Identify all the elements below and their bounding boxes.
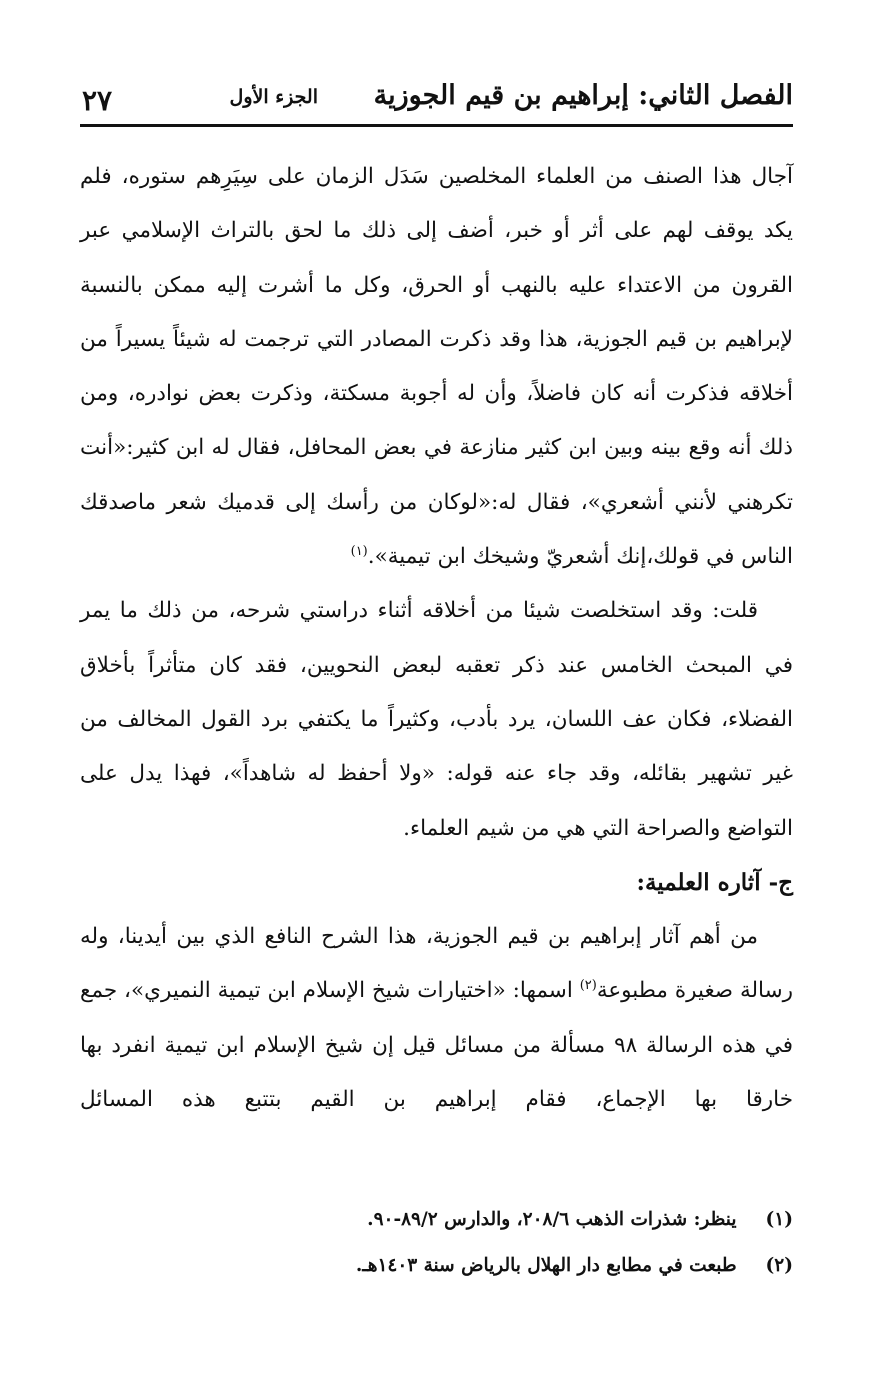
section-heading: ج- آثاره العلمية:: [636, 868, 793, 896]
page-body: [80, 150, 793, 1127]
footnote-1: [80, 1197, 793, 1243]
paragraph-3-text-a: من أهم آثار إبراهيم بن قيم الجوزية، هذا الشرح النافع الذي بين أيدينا، وله رسالة صغيرة مطبوعة: [80, 924, 793, 1004]
page-number: ٢٧: [82, 84, 113, 117]
footnote-2-number: (٢): [765, 1255, 793, 1276]
footnote-ref-2: (٢): [579, 978, 597, 994]
footnotes: [80, 1197, 793, 1289]
footnote-2-text: طبعت في مطابع دار الهلال بالرياض سنة ١٤٠٣هـ.: [355, 1255, 737, 1276]
part-label: الجزء الأول: [229, 86, 318, 108]
paragraph-2: قلت: وقد استخلصت شيئا من أخلاقه أثناء دراستي شرحه، من ذلك ما يمر في المبحث الخامس عند ذكر تعقبه لبعض النحويين، فقد كان متأثراً بأخلاق الفضلاء، فكان عف اللسان، يرد بأدب، وكثيراً ما يكتفي برد القول المخالف من غير تشهير بقائله، وقد جاء عنه قوله: «ولا أحفظ له شاهداً»، فهذا يدل على التواضع والصراحة التي هي من شيم العلماء.: [80, 598, 793, 841]
footnote-2: [80, 1243, 793, 1289]
paragraph-1: [80, 150, 793, 584]
page-header: [80, 70, 793, 127]
paragraph-1-text: آجال هذا الصنف من العلماء المخلصين سَدَل الزمان على سِيَرِهم ستوره، فلم يكد يوقف لهم على أثر أو خبر، أضف إلى ذلك ما لحق بالتراث الإسلامي عبر القرون من الاعتداء عليه بالنهب أو الحرق، وكل ما أشرت إليه ممكن بالنسبة لإبراهيم بن قيم الجوزية، هذا وقد ذكرت المصادر التي ترجمت له شيئاً يسيراً من أخلاقه فذكرت أنه كان فاضلاً، وأن له أجوبة مسكتة، وذكرت بعض نوادره، ومن ذلك أنه وقع بينه وبين ابن كثير منازعة في بعض المحافل، فقال له ابن كثير:«أنت تكرهني لأنني أشعري»، فقال له:«لوكان من رأسك إلى قدميك شعر ماصدقك الناس في قولك،إنك أشعريّ وشيخك ابن تيمية».: [80, 164, 793, 570]
footnote-ref-1: (١): [350, 543, 368, 559]
paragraph-3-text-b: اسمها: «اختيارات شيخ الإسلام ابن تيمية النميري»، جمع في هذه الرسالة ٩٨ مسألة من مسائل قيل إن شيخ الإسلام ابن تيمية انفرد بها خارقا بها الإجماع، فقام إبراهيم بن القيم بتتبع هذه المسائل: [80, 978, 793, 1113]
chapter-title: الفصل الثاني: إبراهيم بن قيم الجوزية: [373, 80, 793, 111]
footnote-1-text: ينظر: شذرات الذهب ٢٠٨/٦، والدارس ٨٩/٢-٩٠.: [367, 1209, 737, 1230]
paragraph-3: [80, 910, 793, 1127]
footnote-1-number: (١): [765, 1209, 793, 1230]
